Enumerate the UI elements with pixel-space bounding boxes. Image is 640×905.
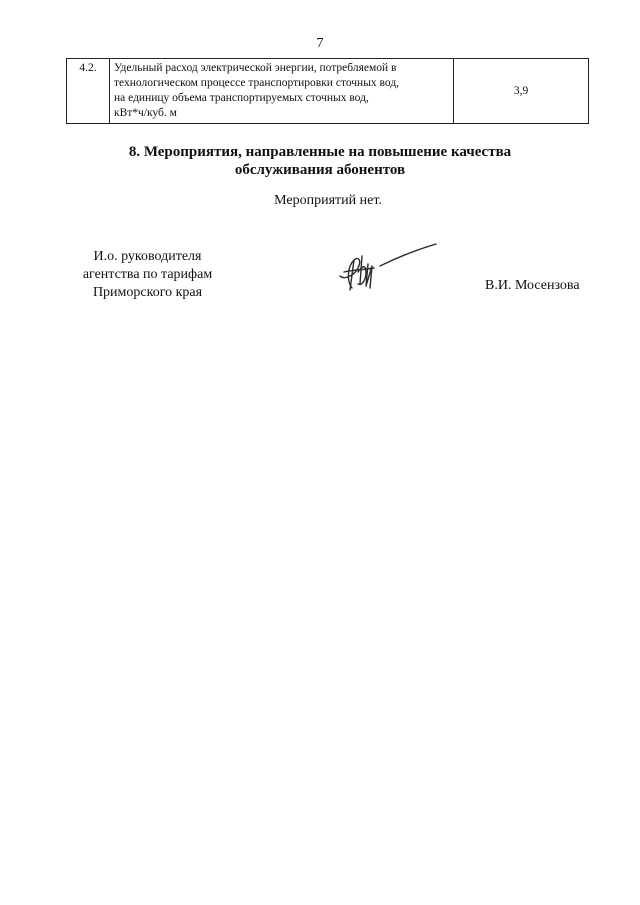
row-description bbox=[110, 59, 454, 124]
signer-title-line: И.о. руководителя bbox=[93, 249, 202, 264]
section-heading bbox=[0, 143, 640, 179]
signer-title bbox=[60, 248, 235, 302]
row-description-line: Удельный расход электрической энергии, потребляемой в bbox=[114, 62, 397, 74]
row-number: 4.2. bbox=[67, 59, 110, 124]
signer-title-line: агентства по тарифам bbox=[82, 267, 213, 282]
no-measures-text: Мероприятий нет. bbox=[274, 193, 382, 208]
row-description-line: на единицу объема транспортируемых сточных вод, bbox=[114, 92, 369, 104]
row-value: 3,9 bbox=[454, 59, 589, 124]
section-heading-line: обслуживания абонентов bbox=[234, 162, 406, 178]
signer-title-line: Приморского края bbox=[92, 285, 203, 300]
indicator-table bbox=[66, 58, 589, 124]
signature-strokes bbox=[340, 244, 436, 290]
signer-name: В.И. Мосензова bbox=[485, 278, 580, 293]
section-heading-line: 8. Мероприятия, направленные на повышение качества bbox=[128, 144, 512, 160]
row-description-line: кВт*ч/куб. м bbox=[114, 107, 177, 119]
table-row bbox=[67, 59, 589, 124]
handwritten-signature bbox=[332, 236, 444, 298]
page-number: 7 bbox=[316, 36, 324, 51]
row-description-line: технологическом процессе транспортировки сточных вод, bbox=[114, 77, 400, 89]
